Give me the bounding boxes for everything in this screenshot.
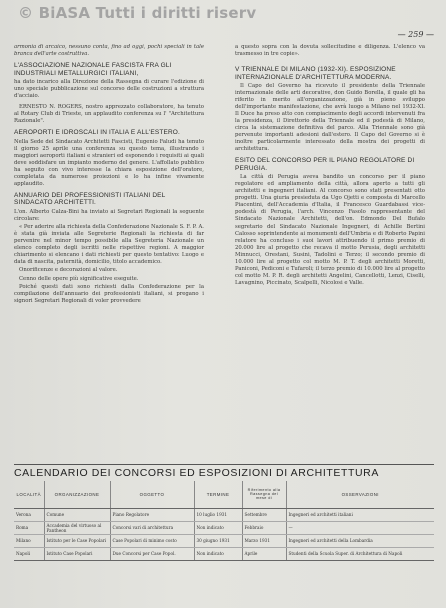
copyright-watermark: © BiASA Tutti i diritti riserv	[18, 4, 257, 22]
table-cell: Concorsi vari di architettura	[110, 521, 194, 534]
table-row	[14, 521, 434, 534]
calendar-title: CALENDARIO DEI CONCORSI ED ESPOSIZIONI DI ARCHITETTURA	[14, 467, 379, 479]
column-header: TERMINE	[194, 481, 242, 508]
table-cell: Aprile	[242, 547, 286, 560]
paragraph: « Per aderire alla richiesta della Confederazione Nazionale S. F. P. A. è stata già inviata alle Segreterie Regionali la richiesta di far pervenire nel minor tempo possibile alla Segreteria Nazionale un elenco completo degli iscritti nelle rispettive regioni. A maggior chiarimento si elencano i dati richiesti per questo tentativo: Luogo e data di nascita, paternità, domicilio, titolo accademico.	[14, 224, 204, 266]
paragraph: ERNESTO N. ROGERS, nostro apprezzato collaboratore, ha tenuto al Rotary Club di Trieste, un applaudito conferenza su l' "Architettura Razionale".	[14, 104, 204, 125]
column-header: OGGETTO	[110, 481, 194, 508]
section-heading: ESITO DEL CONCORSO PER IL PIANO REGOLATORE DI PERUGIA.	[235, 157, 415, 172]
left-column	[14, 44, 204, 306]
table-cell: Marzo 1931	[242, 534, 286, 547]
table-cell: Settembre	[242, 508, 286, 521]
paragraph: L'on. Alberto Calza-Bini ha inviato ai Segretari Regionali la seguente circolare:	[14, 208, 204, 222]
table-cell: Febbraio	[242, 521, 286, 534]
table-cell: Accademia del virtuoso al Pantheon	[44, 521, 110, 534]
table-cell: Ingegneri ed architetti italiani	[286, 508, 434, 521]
paragraph: Cenno delle opere più significative eseguite.	[19, 275, 139, 282]
table-cell: —	[286, 521, 434, 534]
table-cell: Case Popolari di minimo costo	[110, 534, 194, 547]
right-column	[235, 44, 425, 288]
table-cell: Istituto per le Case Popolari	[44, 534, 110, 547]
table-cell: 10 luglio 1931	[194, 508, 242, 521]
table-cell: Napoli	[14, 547, 44, 560]
divider	[14, 464, 434, 465]
table-cell: Studenti della Scuola Super. di Architettura di Napoli	[286, 547, 434, 560]
column-header: ORGANIZZAZIONE	[44, 481, 110, 508]
table-cell: Roma	[14, 521, 44, 534]
paragraph: a questo sopra con la dovuta sollecitudine e diligenza. L'elenco va trasmesso in tre copie».	[235, 44, 425, 58]
table-cell: 30 giugno 1931	[194, 534, 242, 547]
paragraph: Il Capo del Governo ha ricevuto il presidente della Triennale internazionale delle arti decorative, don Guido Borella, il quale gli ha riferito in merito all'organizzazione, già in pieno sviluppo dell'importante manifestazione, che avrà luogo a Milano nel 1932-XI. Il Duce ha preso atto con compiacimento degli accordi intervenuti fra la presidenza, il Direttorio della Triennale ed il podestà di Milano, circa la sistemazione definitiva del parco. Alla Triennale sono già pervenute importanti adesioni dall'estero. Il Capo del Governo si è inoltre particolarmente interessato della mostra dei progetti di architettura.	[235, 82, 425, 153]
table-cell: Istituto Case Popolari	[44, 547, 110, 560]
paragraph: Poiché questi dati sono richiesti dalla Confederazione per la compilazione dell'annuario dei professionisti italiani, si pregano i signori Segretari Regionali di voler provvedere	[14, 283, 204, 305]
table-cell: Ingegneri ed architetti della Lombardia	[286, 534, 434, 547]
page-number: — 259 —	[397, 30, 434, 39]
table-cell: Comune	[44, 508, 110, 521]
table-row	[14, 508, 434, 521]
paragraph: armonia di arcaico, nessuno conta, fino ad oggi, pochi speciali in tale branca dell'arte costruttiva.	[14, 44, 204, 58]
table-cell: Verona	[14, 508, 44, 521]
section-heading: L'ASSOCIAZIONE NAZIONALE FASCISTA FRA GLI INDUSTRIALI METALLURGICI ITALIANI,	[14, 62, 172, 77]
table-row	[14, 534, 434, 547]
column-header: OSSERVAZIONI	[286, 481, 434, 508]
paragraph: ha dato incarico alla Direzione della Rassegna di curare l'edizione di uno speciale pubblicazione sul concorso delle costruzioni a struttura d'acciaio.	[14, 78, 204, 99]
table-cell: Piano Regolatore	[110, 508, 194, 521]
section-heading: V TRIENNALE DI MILANO (1932-XI). ESPOSIZIONE INTERNAZIONALE D'ARCHITETTURA MODERNA.	[235, 66, 396, 81]
section-heading: AEROPORTI E IDROSCALI IN ITALIA E ALL'ESTERO.	[14, 129, 180, 137]
table-cell: Non indicato	[194, 521, 242, 534]
calendar-table	[14, 481, 434, 561]
table-header-row	[14, 481, 434, 508]
column-header: Riferimento alla Rassegna del mese di	[242, 481, 286, 508]
table-cell: Non indicato	[194, 547, 242, 560]
table-row	[14, 547, 434, 560]
paragraph: Onorificenze e decorazioni al valore.	[19, 267, 118, 274]
table-cell: Milano	[14, 534, 44, 547]
column-header: LOCALITÀ	[14, 481, 44, 508]
paragraph: La città di Perugia aveva bandito un concorso per il piano regolatore ed ampliamento della città, allora aperto a tutti gli architetti e ingegneri italiani. Al concorso sono stati presentati otto progetti. Una giuria presieduta da Ugo Ojetti e composta di Marcello Piacentini, dell'Accademia d'Italia, il Francesco Guardabassi vice-podestà di Perugia, l'arch. Vincenzo Fasolo rappresentante del Sindacato Nazionale Architetti, dell'on. Edmondo Del Bufalo segretario del Sindacato Nazionale Ingegneri, di Achille Bertini Calosso soprintendente ai monumenti dell'Umbria e di Roberto Papini relatore ha concluso i suoi lavori attribuendo il primo premio di 20.000 lire al progetto che recava il motto Perusia, degli architetti Minnucci, Orestani, Susini, Tadolini e Terzo; il secondo premio di 10.000 lire al progetto col motto M. P. T. degli architetti Moretti, Paniconi, Pediconi e Tufaroli; il terzo premio di 10.000 lire al progetto col motto M. P. R. degli architetti Angelini, Cancellotti, Lenzi, Ciselli, Lavagnino, Piccinato, Scalpelli, Nicolosi e Valle.	[235, 174, 425, 286]
paragraph: Nella Sede del Sindacato Architetti Fascisti, Eugenio Faludi ha tenuto il giorno 25 aprile una conferenza su questo tema, illustrando i maggiori aeroporti italiani e stranieri ed esponendo i requisiti ai quali deve soddisfare un impianto moderno del genere. L'affollato pubblico ha seguito con vivo interesse la chiara esposizione dell'oratore, completata da numerose proiezioni e lo ha infine vivamente applaudito.	[14, 138, 204, 187]
section-heading: ANNUARIO DEI PROFESSIONISTI ITALIANI DEL SINDACATO ARCHITETTI.	[14, 191, 166, 207]
table-cell: Due Concorsi per Case Popol.	[110, 547, 194, 560]
